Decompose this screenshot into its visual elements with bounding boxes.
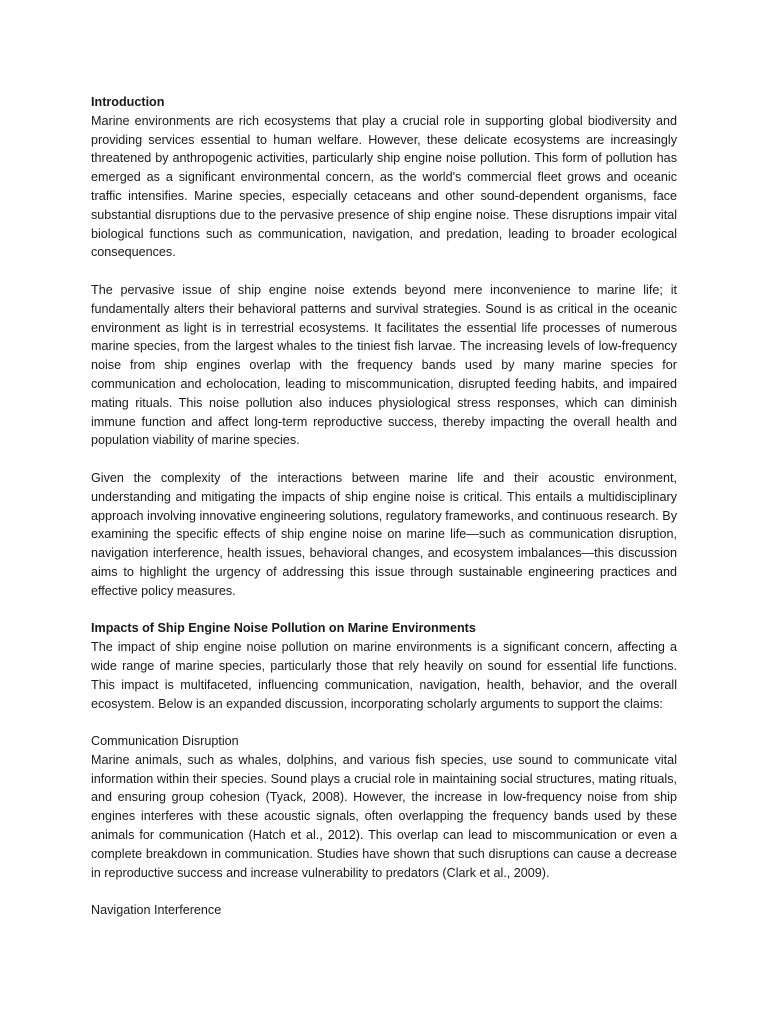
introduction-paragraph-2: The pervasive issue of ship engine noise extends beyond mere inconvenience to marine life; it fundamentally alters their behavioral patterns and survival strategies. Sound is as critical in the oceanic environment as light is in terrestrial ecosystems. It facilitates the essential life processes of numerous marine species, from the largest whales to the tiniest fish larvae. The increasing levels of low-frequency noise from ship engines overlap with the frequency bands used by many marine species for communication and echolocation, leading to miscommunication, disrupted feeding habits, and impaired mating rituals. This noise pollution also induces physiological stress responses, which can diminish immune function and affect long-term reproductive success, thereby impacting the overall health and population viability of marine species.: [91, 282, 677, 448]
introduction-paragraph-3: Given the complexity of the interactions between marine life and their acoustic environment, understanding and mitigating the impacts of ship engine noise is critical. This entails a multidisciplinary approach involving innovative engineering solutions, regulatory frameworks, and continuous research. By examining the specific effects of ship engine noise on marine life—such as communication disruption, navigation interference, health issues, behavioral changes, and ecosystem imbalances—this discussion aims to highlight the urgency of addressing this issue through sustainable engineering practices and effective policy measures.: [91, 470, 677, 598]
introduction-paragraph-1: Marine environments are rich ecosystems that play a crucial role in supporting global biodiversity and providing services essential to human welfare. However, these delicate ecosystems are increasingly threatened by anthropogenic activities, particularly ship engine noise pollution. This form of pollution has emerged as a significant environmental concern, as the world's commercial fleet grows and oceanic traffic intensifies. Marine species, especially cetaceans and other sound-dependent organisms, face substantial disruptions due to the pervasive presence of ship engine noise. These disruptions impair vital biological functions such as communication, navigation, and predation, leading to broader ecological consequences.: [91, 113, 677, 260]
communication-disruption-paragraph: Marine animals, such as whales, dolphins, and various fish species, use sound to communicate vital information within their species. Sound plays a crucial role in maintaining social structures, mating rituals, and ensuring group cohesion (Tyack, 2008). However, the increase in low-frequency noise from ship engines interferes with these acoustic signals, often overlapping the frequency bands used by these animals for communication (Hatch et al., 2012). This overlap can lead to miscommunication or even a complete breakdown in communication. Studies have shown that such disruptions can cause a decrease in reproductive success and increase vulnerability to predators (Clark et al., 2009).: [91, 752, 677, 880]
navigation-interference-heading: Navigation Interference: [91, 903, 222, 918]
paragraph-spacer: [91, 713, 677, 732]
introduction-heading: Introduction: [91, 95, 165, 109]
document-page: [91, 93, 677, 920]
paragraph-spacer: [91, 450, 677, 469]
impacts-paragraph-1: The impact of ship engine noise pollution on marine environments is a significant concern, affecting a wide range of marine species, particularly those that rely heavily on sound for essential life functions. This impact is multifaceted, influencing communication, navigation, health, behavior, and the overall ecosystem. Below is an expanded discussion, incorporating scholarly arguments to support the claims:: [91, 640, 677, 711]
paragraph-spacer: [91, 601, 677, 620]
paragraph-spacer: [91, 262, 677, 281]
impacts-heading: Impacts of Ship Engine Noise Pollution on Marine Environments: [91, 621, 476, 636]
communication-disruption-heading: Communication Disruption: [91, 734, 239, 749]
paragraph-spacer: [91, 882, 677, 901]
